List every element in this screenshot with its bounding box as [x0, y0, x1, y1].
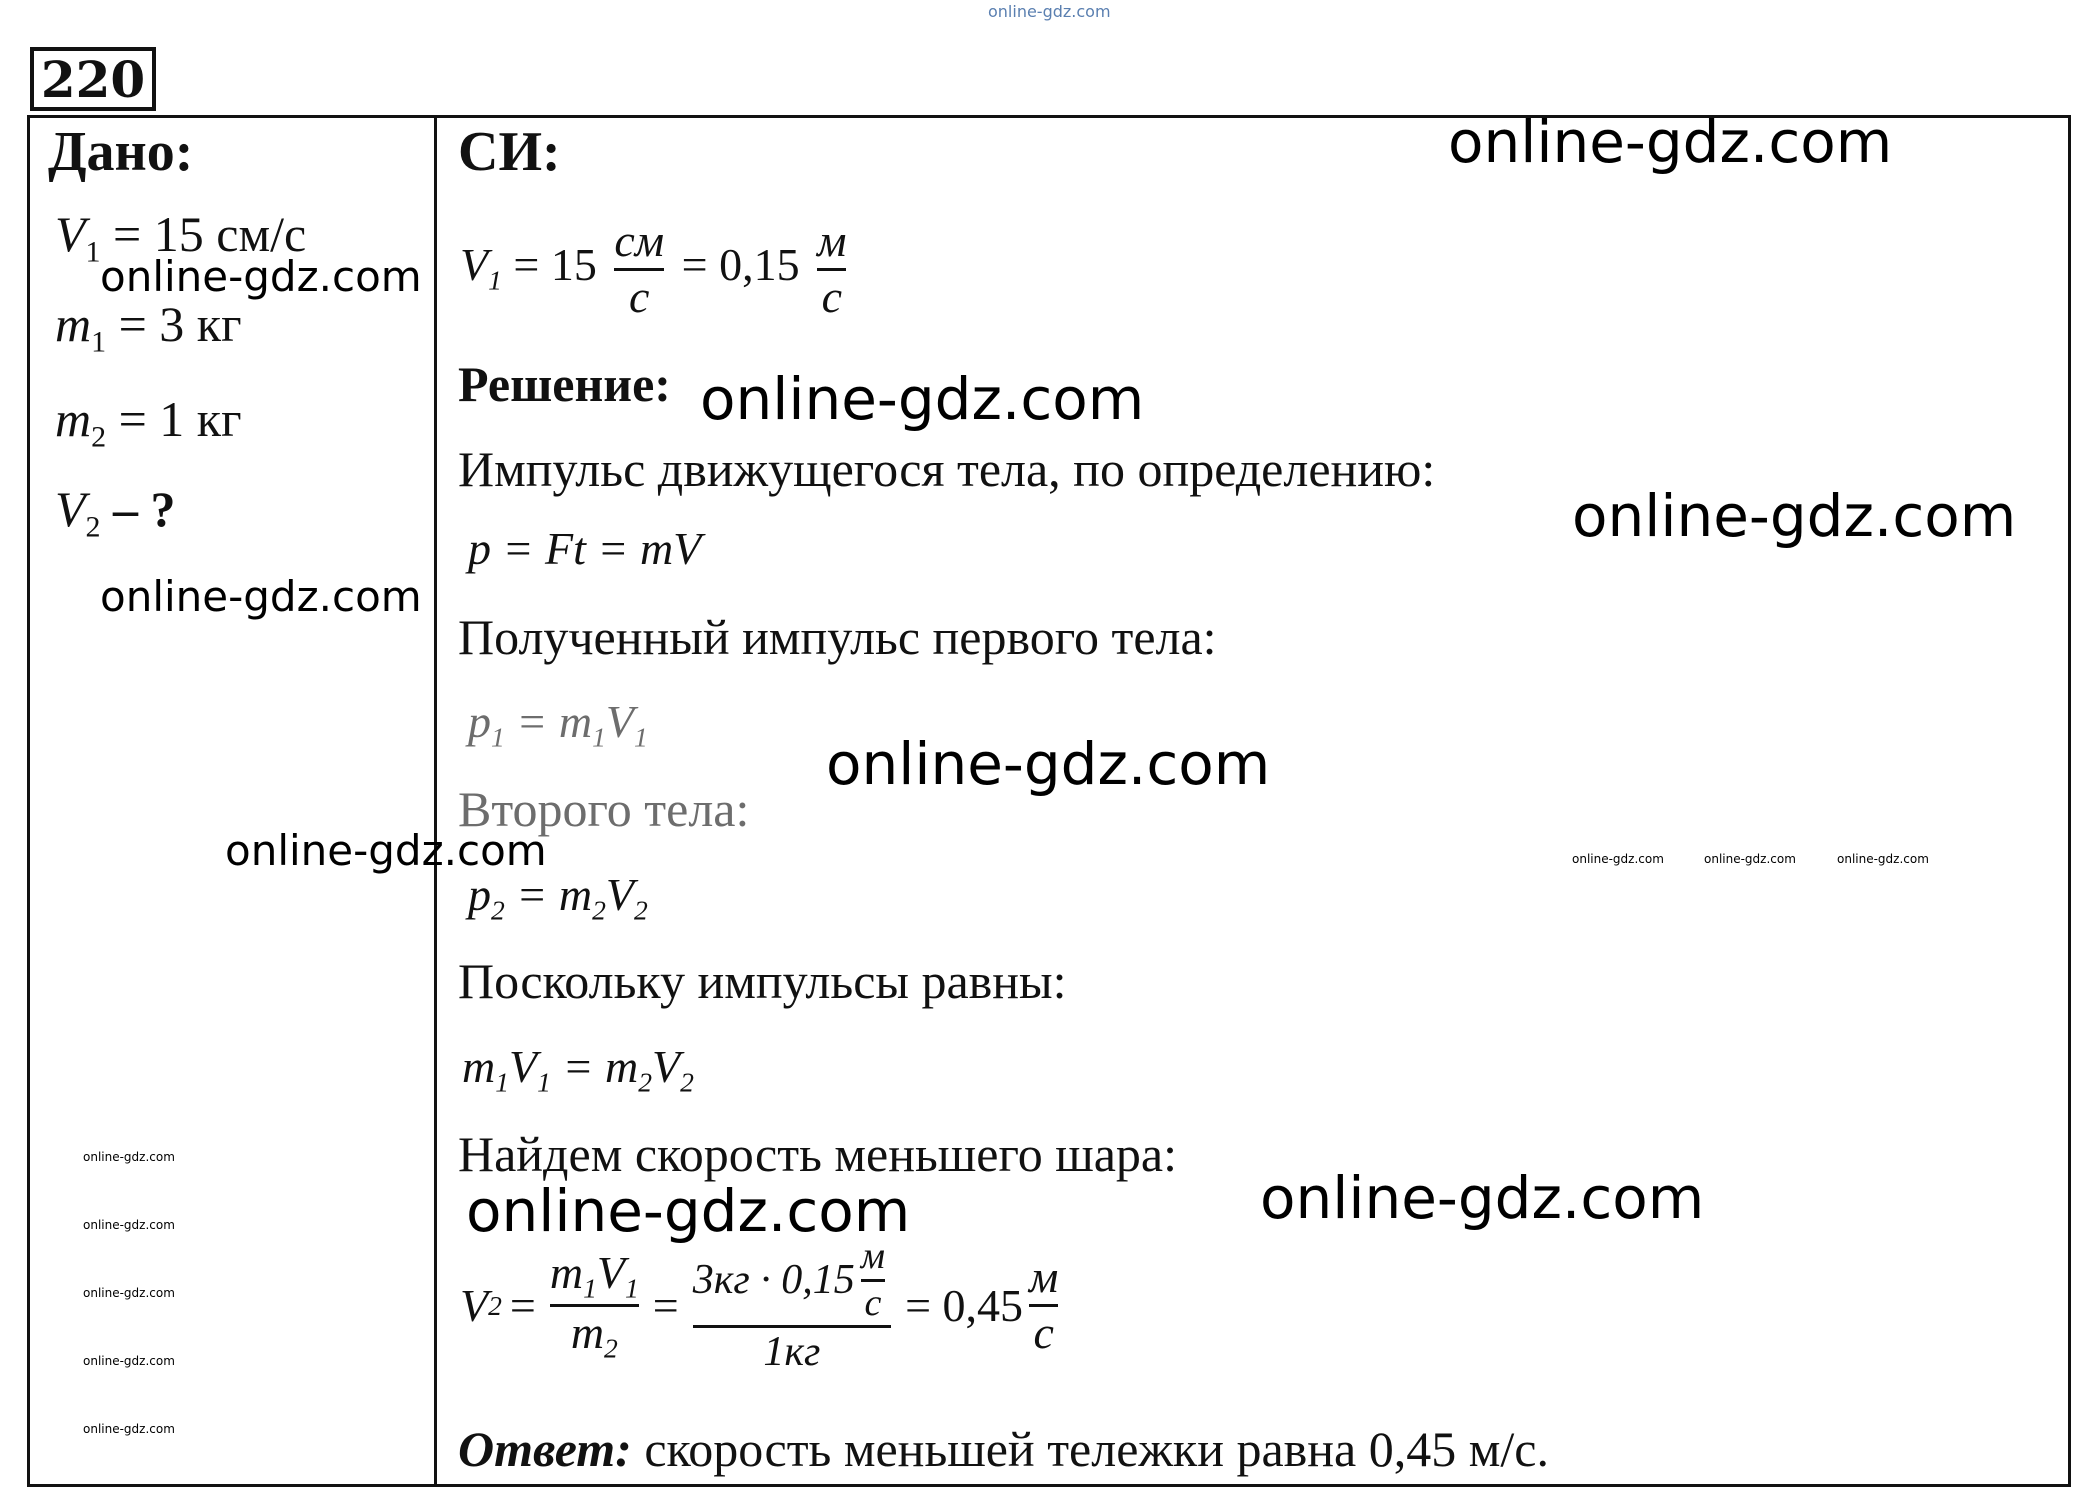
watermark-11: online-gdz.com — [466, 1177, 911, 1245]
solution-line-5: Найдем скорость меньшего шара: — [458, 1126, 1177, 1182]
given-v2-unknown: $V_2$ – ? — [55, 481, 176, 544]
watermark-14: online-gdz.com — [83, 1218, 175, 1232]
watermark-4: online-gdz.com — [1572, 482, 2017, 550]
formula-momentum: p = Ft = mV — [468, 523, 702, 574]
watermark-12: online-gdz.com — [1260, 1164, 1705, 1232]
watermark-1: online-gdz.com — [1448, 108, 1893, 176]
column-divider — [434, 115, 437, 1487]
si-conversion: $V_1 = 15$ $\frac{см}{с}$ = 0,15 $\frac{м}{с}$ — [460, 215, 847, 322]
watermark-3: online-gdz.com — [700, 365, 1145, 433]
watermark-13: online-gdz.com — [83, 1150, 175, 1164]
watermark-8: online-gdz.com — [1572, 852, 1664, 866]
watermark-15: online-gdz.com — [83, 1286, 175, 1300]
given-header: Дано: — [48, 121, 194, 183]
watermark-7: online-gdz.com — [225, 826, 547, 875]
solution-line-2: Полученный импульс первого тела: — [458, 609, 1217, 665]
watermark-6: online-gdz.com — [826, 730, 1271, 798]
watermark-5: online-gdz.com — [100, 572, 422, 621]
formula-final: V 2 = $\frac{m_1V_1}{m_2}$ = 3кг · 0,15 $\frac{м}{с}$ 1кг = 0,45 $\frac{м}{с}$ — [460, 1235, 1059, 1376]
given-v1: $V_1 = 15$ см/с — [55, 206, 307, 269]
watermark-top: online-gdz.com — [988, 2, 1111, 21]
given-m1: $m_1 = 3$ кг — [55, 296, 242, 359]
solution-line-4: Поскольку импульсы равны: — [458, 953, 1067, 1009]
formula-p2: $p_2 = m_2V_2$ — [468, 869, 648, 926]
formula-p1: $p_1 = m_1V_1$ — [468, 696, 648, 753]
si-header: СИ: — [458, 121, 561, 183]
given-m2: $m_2 = 1$ кг — [55, 391, 242, 454]
solution-header: Решение: — [458, 356, 671, 412]
solution-line-1: Импульс движущегося тела, по определению: — [458, 441, 1436, 497]
watermark-16: online-gdz.com — [83, 1354, 175, 1368]
answer-line: Ответ: скорость меньшей тележки равна 0,45 м/с. — [458, 1421, 1549, 1477]
formula-equality: $m_1V_1 = m_2V_2$ — [462, 1041, 694, 1098]
watermark-17: online-gdz.com — [83, 1422, 175, 1436]
solution-line-3: Второго тела: — [458, 781, 750, 837]
watermark-10: online-gdz.com — [1837, 852, 1929, 866]
watermark-2: online-gdz.com — [100, 252, 422, 301]
watermark-9: online-gdz.com — [1704, 852, 1796, 866]
problem-number: 220 — [30, 47, 156, 111]
